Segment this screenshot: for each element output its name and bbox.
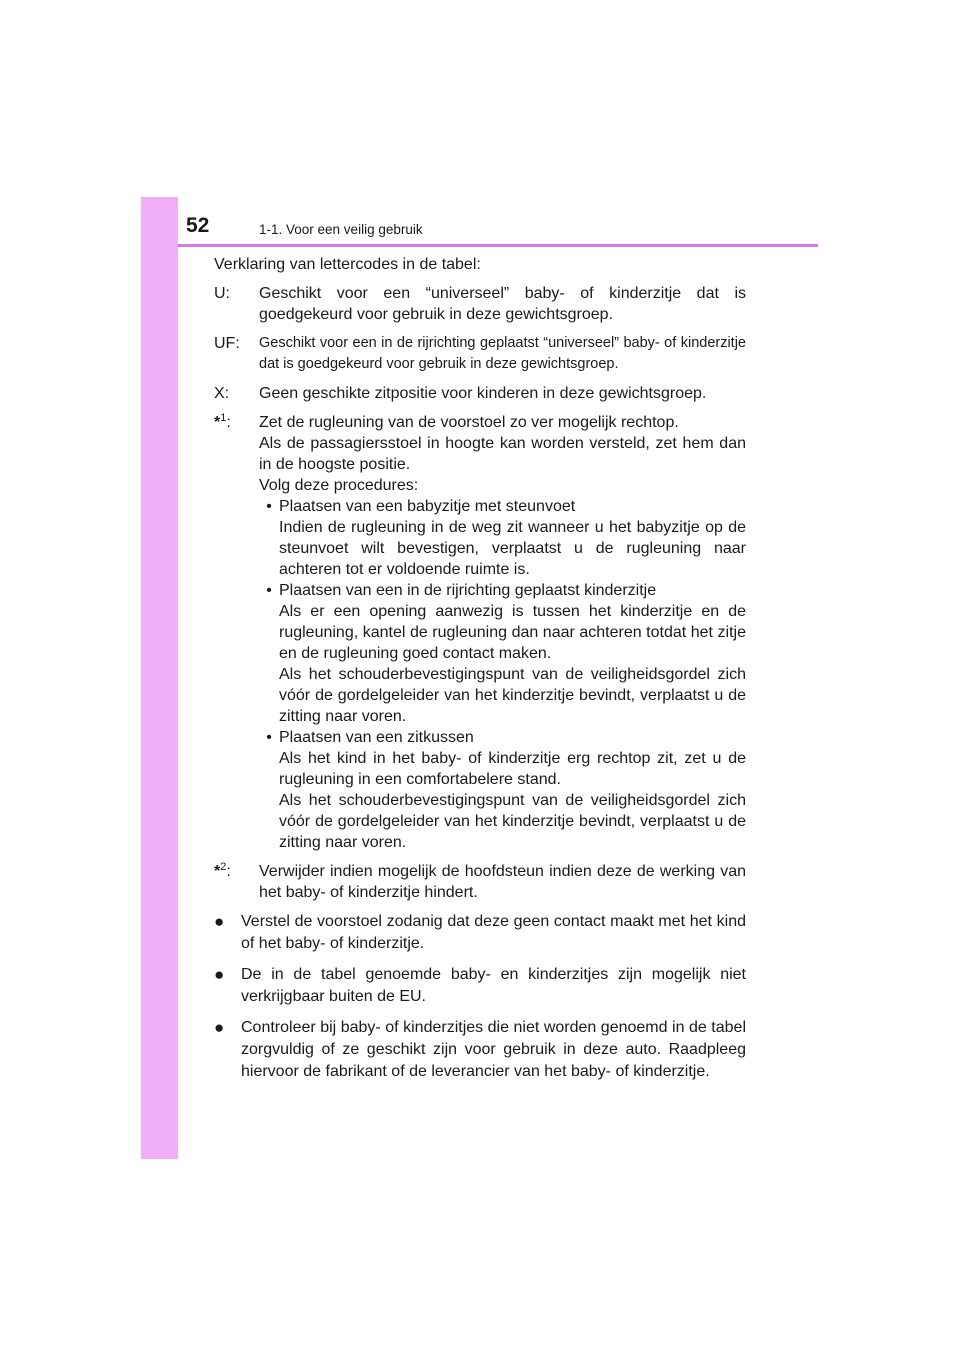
procedure-bullet: •	[266, 729, 272, 746]
footnote-colon: :	[226, 414, 231, 431]
header-rule	[178, 244, 818, 247]
note-bullets	[214, 911, 746, 1083]
definition-code: X:	[214, 385, 230, 402]
footnote-body: Verwijder indien mogelijk de hoofdsteun indien deze de werking van het baby- of kinderzitje hindert.	[259, 863, 746, 901]
procedure-list	[259, 496, 746, 853]
definition-x	[214, 383, 746, 404]
procedure-text: Als het kind in het baby- of kinderzitje erg rechtop zit, zet u de rugleuning in een comfortabelere stand.	[279, 750, 746, 788]
note-bullet	[214, 911, 746, 955]
definition-text: Geschikt voor een “universeel” baby- of kinderzitje dat is goedgekeurd voor gebruik in deze gewichtsgroep.	[259, 285, 746, 323]
definition-text: Geschikt voor een in de rijrichting geplaatst “universeel” baby- of kinderzitje dat is goedgekeurd voor gebruik in deze gewichtsgroep.	[259, 335, 746, 372]
footnote-star: *	[214, 414, 221, 431]
definition-code: UF:	[214, 335, 240, 352]
footnote-line: Volg deze procedures:	[259, 477, 419, 494]
definition-uf	[214, 333, 746, 375]
procedure-title: Plaatsen van een in de rijrichting geplaatst kinderzitje	[279, 582, 657, 599]
note-bullet	[214, 964, 746, 1008]
footnote-number: 2	[220, 861, 227, 873]
footnote-2	[214, 861, 746, 903]
section-title: 1-1. Voor een veilig gebruik	[259, 222, 423, 237]
footnote-colon: :	[226, 863, 231, 880]
footnote-marker	[214, 412, 259, 853]
footnote-line: Als de passagiersstoel in hoogte kan worden versteld, zet hem dan in de hoogste positie.	[259, 435, 746, 473]
procedure-bullet: •	[266, 582, 272, 599]
definition-u	[214, 283, 746, 325]
definition-text: Geen geschikte zitpositie voor kinderen in deze gewichtsgroep.	[259, 385, 707, 402]
bullet-dot-icon: ●	[214, 912, 225, 931]
note-bullet	[214, 1017, 746, 1083]
procedure-item	[259, 727, 746, 853]
procedure-item	[259, 580, 746, 727]
bullet-text: De in de tabel genoemde baby- en kinderzitjes zijn mogelijk niet verkrijgbaar buiten de EU.	[241, 966, 746, 1005]
bullet-dot-icon: ●	[214, 965, 225, 984]
footnote-line: Zet de rugleuning van de voorstoel zo ver mogelijk rechtop.	[259, 414, 679, 431]
procedure-text: Indien de rugleuning in de weg zit wanneer u het babyzitje op de steunvoet wilt bevestigen, verplaatst u de rugleuning naar achteren tot er voldoende ruimte is.	[279, 519, 746, 578]
procedure-title: Plaatsen van een zitkussen	[279, 729, 474, 746]
footnote-1	[214, 412, 746, 853]
procedure-item	[259, 496, 746, 580]
footnote-star: *	[214, 863, 221, 880]
definition-code: U:	[214, 285, 230, 302]
procedure-text: Als het schouderbevestigingspunt van de veiligheidsgordel zich vóór de gordelgeleider van het kinderzitje bevindt, verplaatst u de zitting naar voren.	[279, 792, 746, 851]
footnote-number: 1	[220, 412, 227, 424]
page-number: 52	[186, 214, 210, 237]
procedure-text: Als het schouderbevestigingspunt van de veiligheidsgordel zich vóór de gordelgeleider van het kinderzitje bevindt, verplaatst u de zitting naar voren.	[279, 666, 746, 725]
bullet-text: Controleer bij baby- of kinderzitjes die niet worden genoemd in de tabel zorgvuldig of ze geschikt zijn voor gebruik in deze auto. Raadpleeg hiervoor de fabrikant of de leverancier van het baby- of kinderzitje.	[241, 1019, 746, 1080]
procedure-title: Plaatsen van een babyzitje met steunvoet	[279, 498, 576, 515]
footnote-marker	[214, 861, 259, 903]
section-sidebar-tab	[141, 197, 178, 1159]
page-content	[214, 254, 746, 1092]
legend-intro: Verklaring van lettercodes in de tabel:	[214, 256, 481, 273]
footnote-body	[259, 412, 746, 853]
bullet-text: Verstel de voorstoel zodanig dat deze geen contact maakt met het kind of het baby- of kinderzitje.	[241, 913, 746, 952]
procedure-text: Als er een opening aanwezig is tussen het kinderzitje en de rugleuning, kantel de rugleuning dan naar achteren totdat het zitje en de rugleuning goed contact maken.	[279, 603, 746, 662]
procedure-bullet: •	[266, 498, 272, 515]
bullet-dot-icon: ●	[214, 1018, 225, 1037]
